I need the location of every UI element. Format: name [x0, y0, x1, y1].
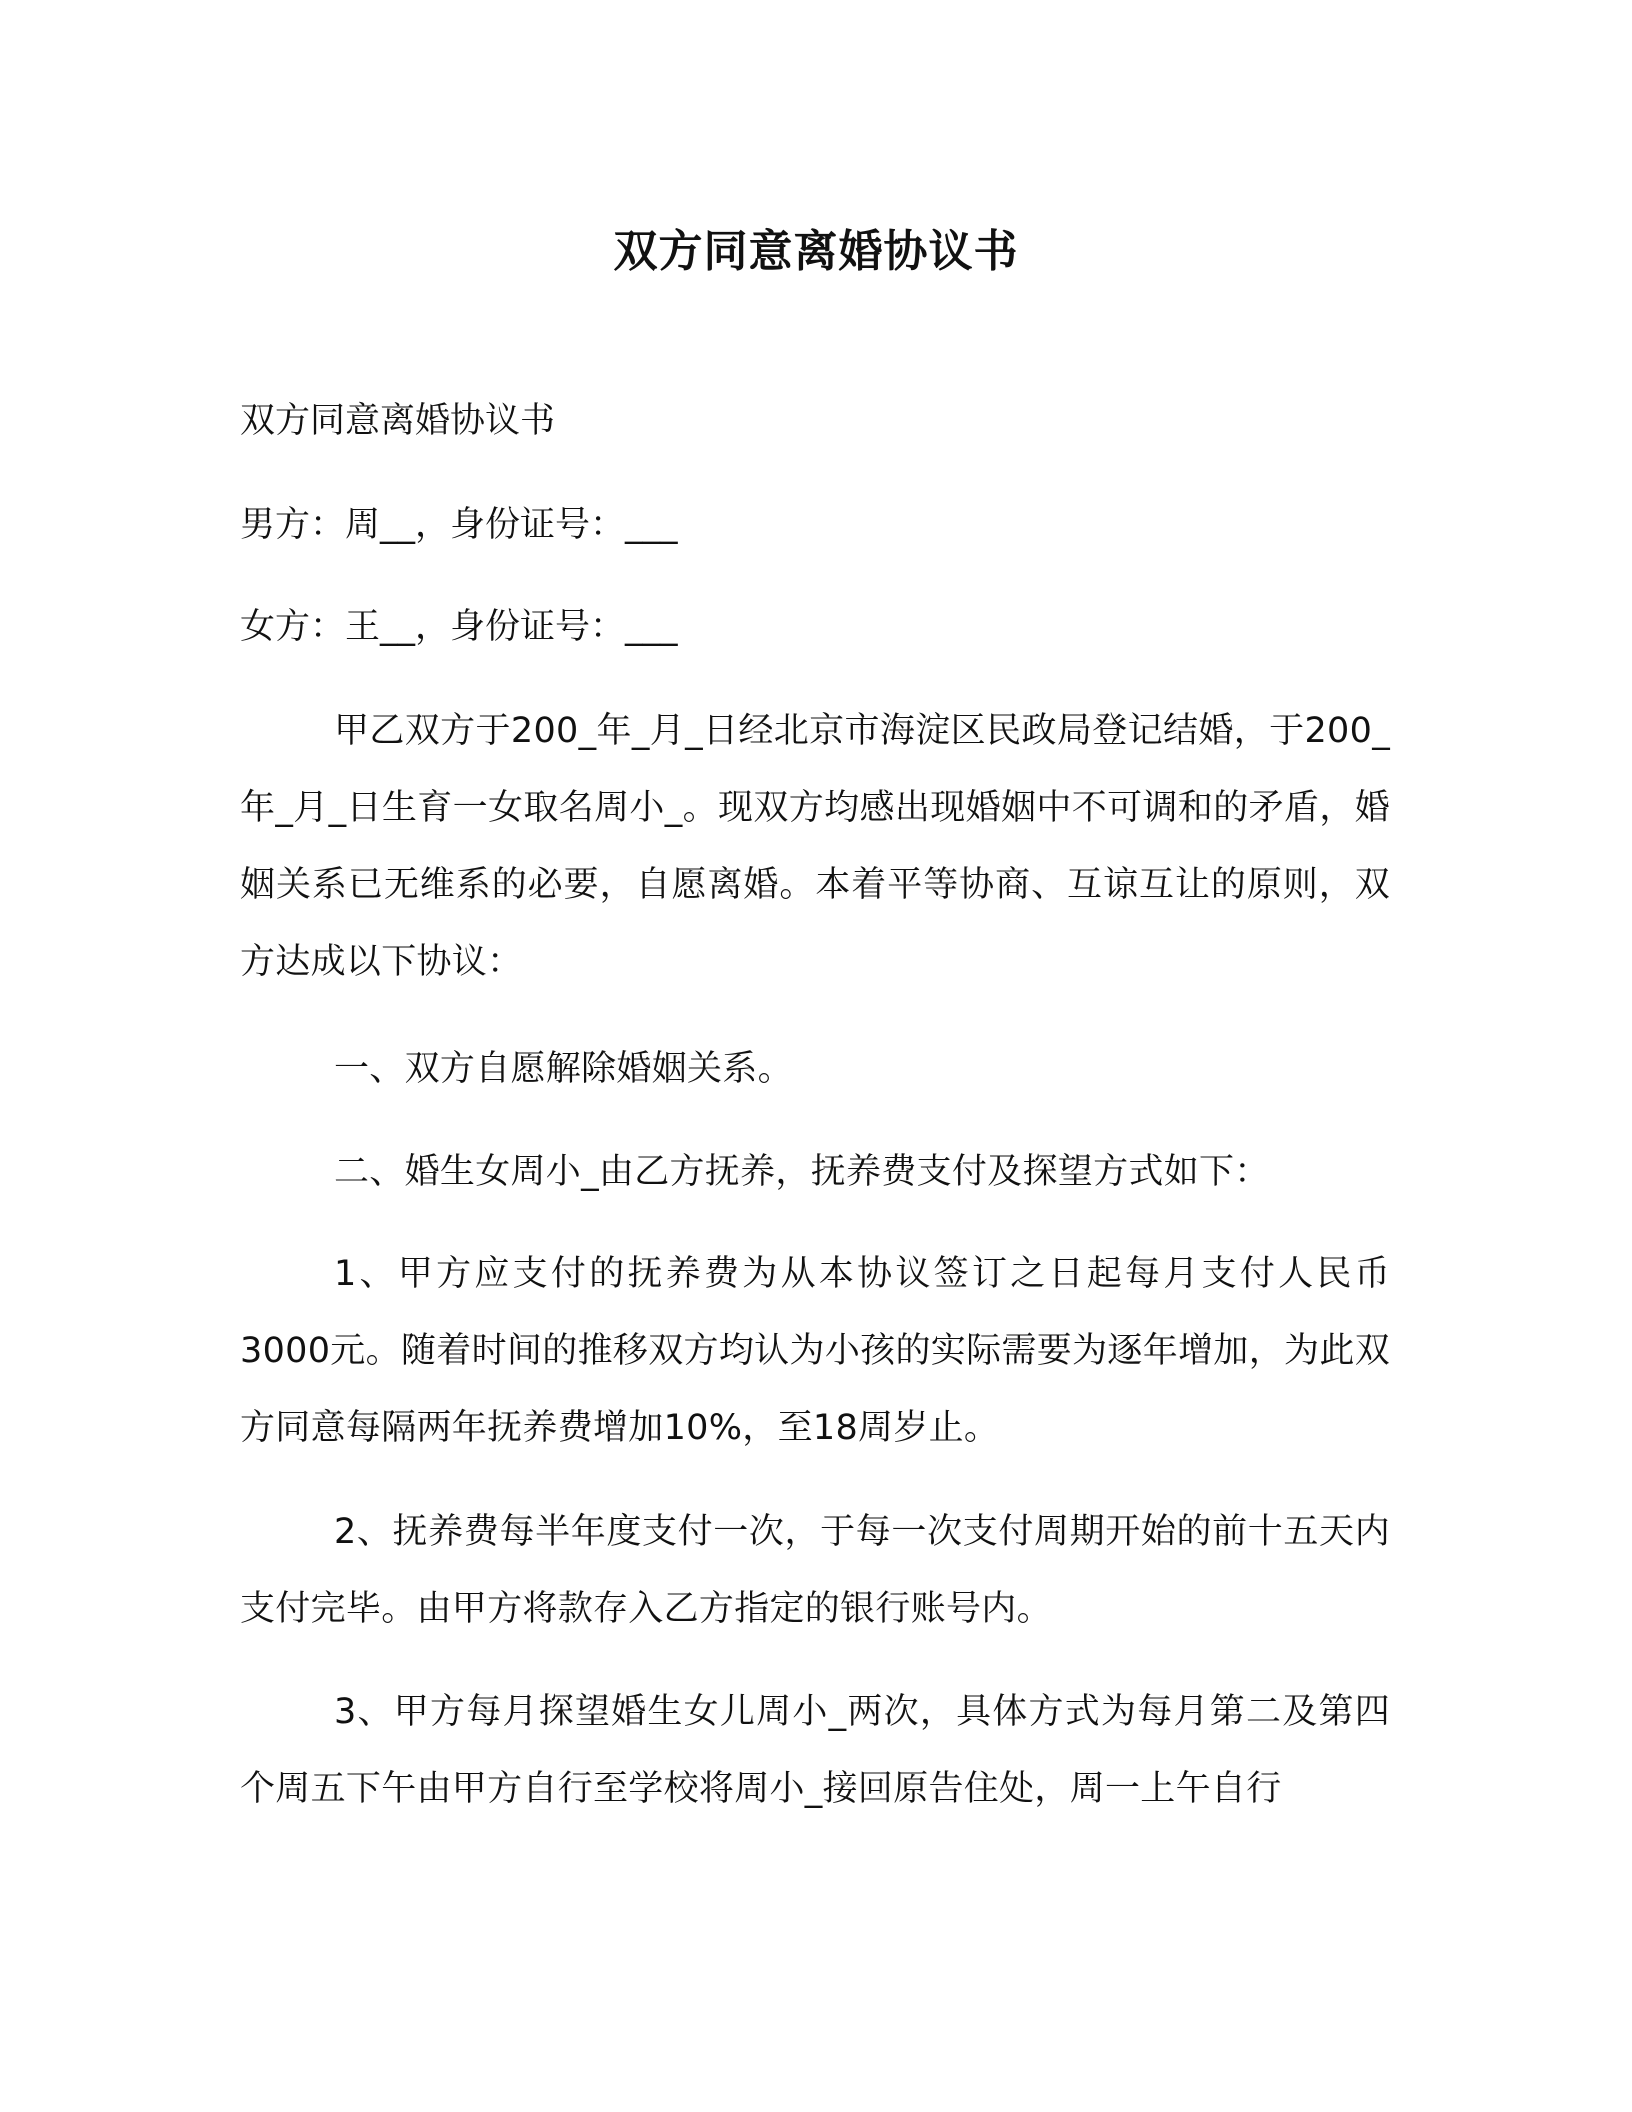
document-subtitle: 双方同意离婚协议书	[240, 401, 556, 441]
clause-two: 二、婚生女周小_由乙方抚养，抚养费支付及探望方式如下：	[334, 1152, 1270, 1192]
clause-two-item-3: 3、甲方每月探望婚生女儿周小_两次，具体方式为每月第二及第四个周五下午由甲方自行至学校将周小_接回原告住处，周一上午自行	[240, 1692, 1390, 1809]
clause-two-item-2: 2、抚养费每半年度支付一次，于每一次支付周期开始的前十五天内支付完毕。由甲方将款存入乙方指定的银行账号内。	[240, 1512, 1390, 1629]
male-party-line: 男方：周__，身份证号：___	[240, 505, 678, 545]
intro-paragraph: 甲乙双方于200_年_月_日经北京市海淀区民政局登记结婚，于200_年_月_日生育一女取名周小_。现双方均感出现婚姻中不可调和的矛盾，婚姻关系已无维系的必要，自愿离婚。本着平等协商、互谅互让的原则，双方达成以下协议：	[240, 711, 1390, 982]
document-title: 双方同意离婚协议书	[613, 226, 1019, 277]
clause-one: 一、双方自愿解除婚姻关系。	[334, 1049, 793, 1089]
female-party-line: 女方：王__，身份证号：___	[240, 607, 678, 647]
clause-two-item-1: 1、甲方应支付的抚养费为从本协议签订之日起每月支付人民币3000元。随着时间的推移双方均认为小孩的实际需要为逐年增加，为此双方同意每隔两年抚养费增加10%，至18周岁止。	[240, 1254, 1390, 1448]
